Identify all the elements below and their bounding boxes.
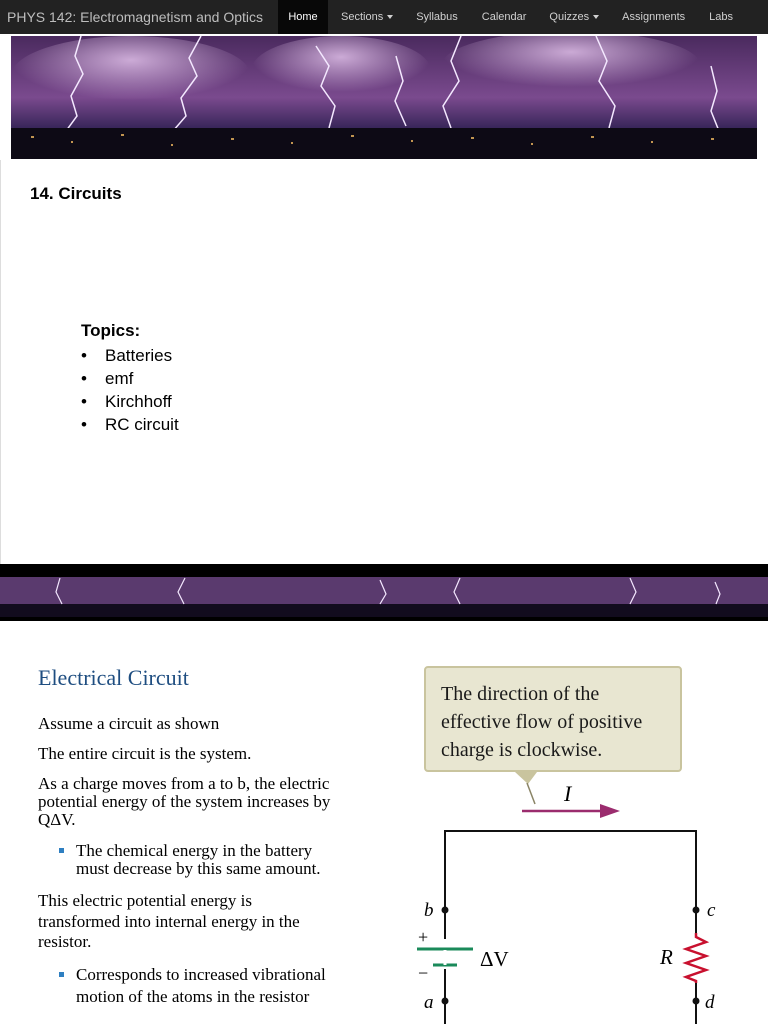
callout-pointer <box>515 772 537 784</box>
callout-line: effective flow of positive <box>441 711 643 733</box>
current-label: I <box>564 781 572 806</box>
top-navbar <box>0 0 768 34</box>
circuit-diagram <box>400 761 730 1024</box>
topics-title: Topics: <box>81 321 141 340</box>
caret-down-icon <box>387 15 393 19</box>
resistor-zigzag <box>686 933 706 983</box>
slide-bullet-line: must decrease by this same amount. <box>76 859 321 878</box>
nav-syllabus[interactable] <box>416 0 458 34</box>
list-item: • emf <box>81 367 179 390</box>
nav-assignments[interactable] <box>622 0 685 34</box>
node-b-label: b <box>424 900 434 921</box>
list-item: • RC circuit <box>81 413 179 436</box>
slide-title: Electrical Circuit <box>38 665 189 690</box>
resistor-label: R <box>660 945 673 969</box>
lecture-slide <box>0 621 768 1024</box>
minus-label: − <box>418 963 429 983</box>
arrow-head-icon <box>600 804 620 818</box>
slide-paragraph-line: resistor. <box>38 932 92 951</box>
node-d-dot <box>693 998 700 1005</box>
nav-quizzes-label: Quizzes <box>549 11 590 23</box>
caret-down-icon <box>593 15 599 19</box>
site-brand[interactable]: PHYS 142: Electromagnetism and Optics <box>7 9 264 25</box>
page-title: 14. Circuits <box>30 184 122 203</box>
nav-syllabus-label: Syllabus <box>416 11 458 23</box>
nav-quizzes[interactable] <box>549 0 599 34</box>
slide-bullet-line: motion of the atoms in the resistor <box>76 987 310 1006</box>
topics-list <box>81 344 179 436</box>
slide-paragraph-line: QΔV. <box>38 810 76 829</box>
node-d-label: d <box>705 992 715 1013</box>
callout-line: The direction of the <box>441 683 600 705</box>
hero-banner-image <box>11 36 757 159</box>
list-item: • Batteries <box>81 344 179 367</box>
nav-home-label: Home <box>288 11 318 23</box>
slide-paragraph: Assume a circuit as shown <box>38 714 220 733</box>
slide-paragraph-line: transformed into internal energy in the <box>38 912 300 931</box>
slide-paragraph-line: This electric potential energy is <box>38 891 253 910</box>
callout-line: charge is clockwise. <box>441 739 603 761</box>
bullet-square-icon <box>59 848 64 853</box>
slide-bullet-line: Corresponds to increased vibrational <box>76 965 326 984</box>
battery-voltage-label: ΔV <box>480 947 509 971</box>
bullet-square-icon <box>59 972 64 977</box>
slide-bullet-line: The chemical energy in the battery <box>76 841 313 860</box>
nav-calendar[interactable] <box>482 0 527 34</box>
slide-banner-image <box>0 564 768 621</box>
plus-label: + <box>418 927 429 947</box>
node-c-dot <box>693 907 700 914</box>
nav-labs-label: Labs <box>709 11 734 23</box>
node-a-dot <box>442 998 449 1005</box>
nav-sections-label: Sections <box>341 11 384 23</box>
node-c-label: c <box>707 900 716 921</box>
node-a-label: a <box>424 992 434 1013</box>
nav-home[interactable] <box>278 0 328 34</box>
slide-paragraph-line: potential energy of the system increases by <box>38 792 331 811</box>
node-b-dot <box>442 907 449 914</box>
lightning-city-illustration <box>11 36 757 159</box>
nav-assignments-label: Assignments <box>622 11 686 23</box>
slide-paragraph-line: As a charge moves from a to b, the electric <box>38 774 330 793</box>
lightning-strip-illustration <box>0 564 768 621</box>
circuit-wire <box>445 831 696 1024</box>
callout-pointer-line <box>527 783 535 804</box>
callout-box <box>424 666 682 772</box>
nav-labs[interactable] <box>709 0 733 34</box>
list-item: • Kirchhoff <box>81 390 179 413</box>
nav-calendar-label: Calendar <box>481 11 527 23</box>
slide-paragraph: The entire circuit is the system. <box>38 744 252 763</box>
nav-sections[interactable] <box>341 0 393 34</box>
